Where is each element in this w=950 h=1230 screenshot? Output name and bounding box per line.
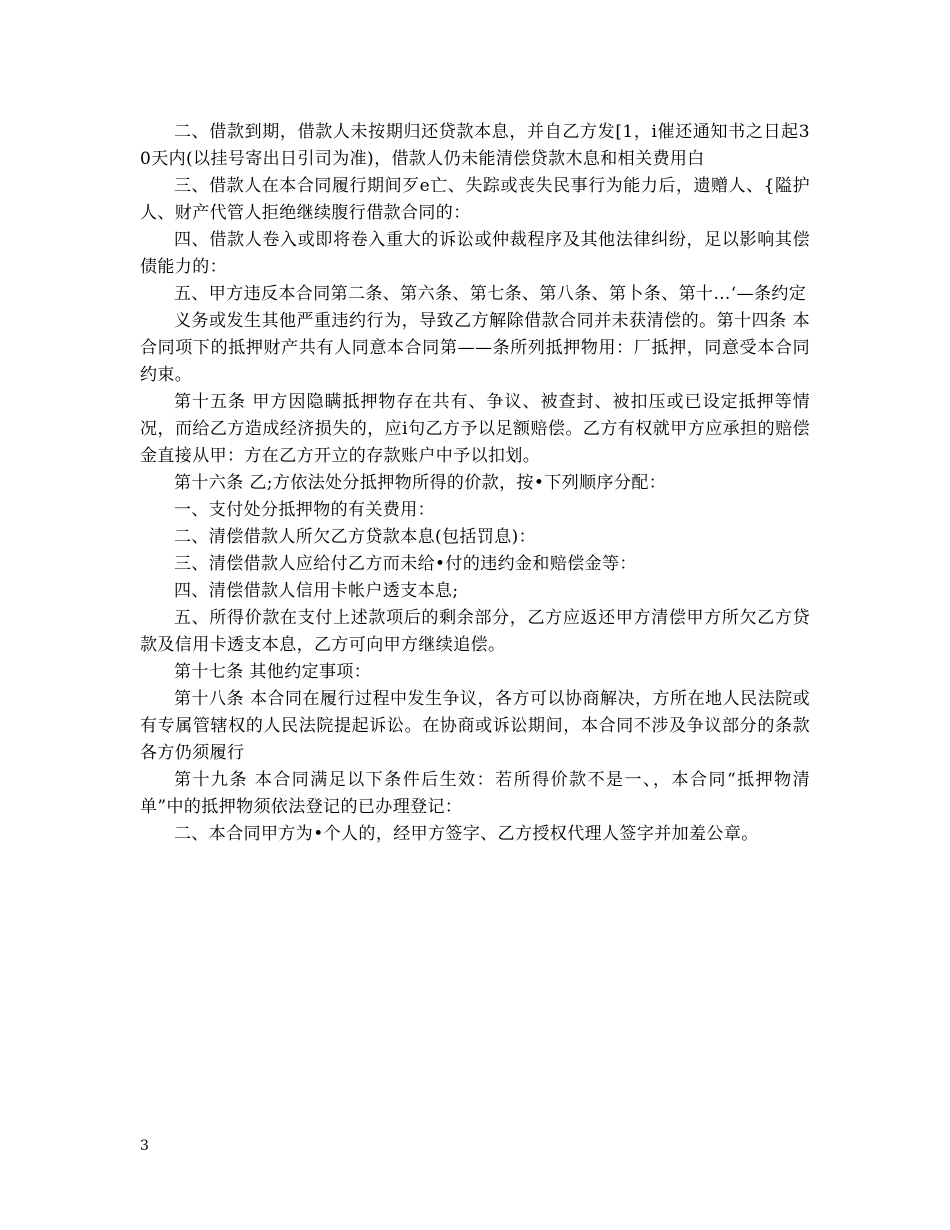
- paragraph: 一、支付处分抵押物的有关费用：: [174, 500, 435, 520]
- paragraph: 二、清偿借款人所欠乙方贷款本息(包括罚息)：: [174, 527, 537, 547]
- paragraph: 第十六条 乙;方依法处分抵押物所得的价款，按•下列顺序分配：: [174, 473, 667, 493]
- paragraph: 第十五条 甲方因隐瞒抵押物存在共有、争议、被查封、被扣压或已设定抵押等情况，而给乙方造成经济损失的，应i句乙方予以足额赔偿。乙方有权就甲方应承担的赔偿金直接从甲：方在乙方开立的存款账户中予以扣划。: [140, 392, 810, 466]
- paragraph: 五、所得价款在支付上述款项后的剩余部分，乙方应返还甲方清偿甲方所欠乙方贷款及信用卡透支本息，乙方可向甲方继续追偿。: [140, 608, 810, 655]
- paragraph: 第十九条 本合同满足以下条件后生效：若所得价款不是一、，本合同“抵押物清单”中的抵押物须依法登记的已办理登记：: [140, 770, 810, 817]
- page-number: 3: [140, 1138, 149, 1154]
- paragraph: 二、本合同甲方为•个人的，经甲方签字、乙方授权代理人签字并加羞公章。: [174, 824, 759, 844]
- paragraph: 义务或发生其他严重违约行为，导致乙方解除借款合同并未获清偿的。第十四条 本合同项下的抵押财产共有人同意本合同第——条所列抵押物用：厂抵押，同意受本合同约束。: [140, 311, 810, 385]
- paragraph: 三、清偿借款人应给付乙方而未给•付的违约金和赔偿金等：: [174, 554, 637, 574]
- document-body: [140, 119, 810, 848]
- paragraph: 第十七条 其他约定事项：: [174, 662, 372, 682]
- paragraph: 四、借款人卷入或即将卷入重大的诉讼或仲裁程序及其他法律纠纷，足以影响其偿债能力的：: [140, 230, 810, 277]
- paragraph: 第十八条 本合同在履行过程中发生争议，各方可以协商解决，方所在地人民法院或有专属管辖权的人民法院提起诉讼。在协商或诉讼期间，本合同不涉及争议部分的条款各方仍须履行: [140, 689, 810, 763]
- paragraph: 五、甲方违反本合同第二条、第六条、第七条、第八条、第卜条、第十…‘—条约定: [174, 284, 807, 304]
- paragraph: 二、借款到期，借款人未按期归还贷款本息，并自乙方发[1，i催还通知书之日起30天内(以挂号寄出日引司为准)，借款人仍未能清偿贷款木息和相关费用白: [140, 122, 810, 169]
- paragraph: 三、借款人在本合同履行期间歹e亡、失踪或丧失民事行为能力后，遗赠人、{隘护人、财产代管人拒绝继续腹行借款合同的：: [140, 176, 810, 223]
- paragraph: 四、清偿借款人信用卡帐户透支本息;: [174, 581, 459, 601]
